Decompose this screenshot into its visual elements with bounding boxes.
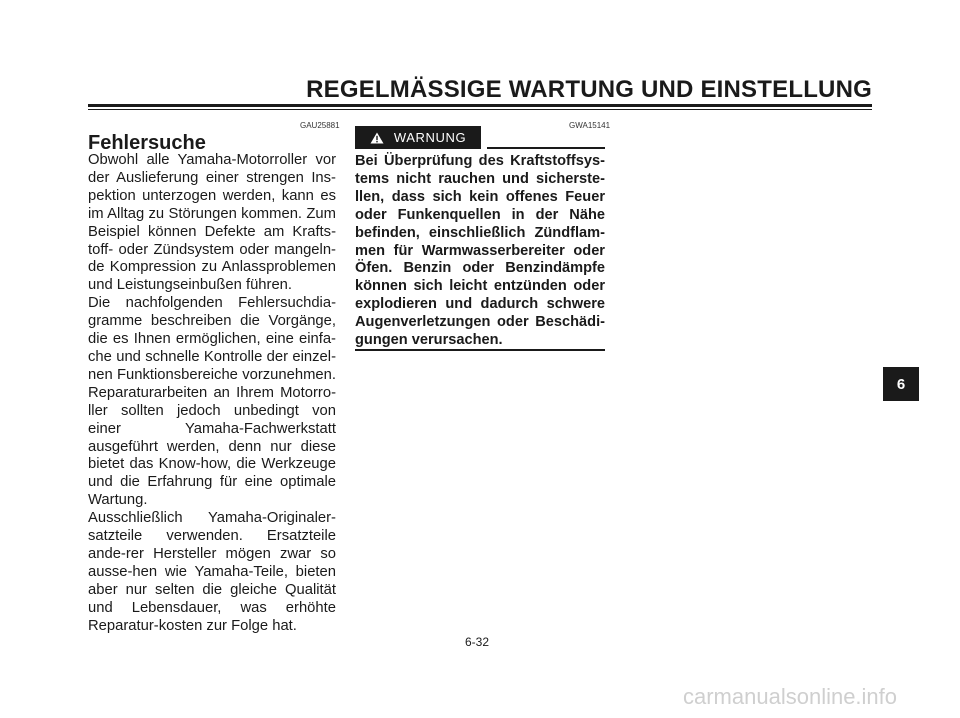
body-paragraph-1: Obwohl alle Yamaha-Motorroller vor der Auslieferung einer strengen Ins-pektion unterzogen werden, kann es im Alltag zu Störungen kommen. Zum Beispiel können Defekte am Krafts-toff- oder Zündsystem oder mangeln-de Kompression zu Anlassproblemen und Leistungseinbußen führen.: [88, 152, 336, 294]
warning-badge: [355, 126, 481, 149]
body-text: [88, 152, 336, 635]
section-reference-code: GAU25881: [300, 121, 340, 130]
header-rule-thin: [88, 109, 872, 110]
warning-reference-code: GWA15141: [569, 121, 611, 130]
watermark: carmanualsonline.info: [683, 684, 898, 709]
header-rule-thick: [88, 104, 872, 107]
chapter-tab-label: 6: [896, 375, 906, 393]
body-paragraph-3: Ausschließlich Yamaha-Originaler-satzteile verwenden. Ersatzteile ande-rer Hersteller mögen zwar so ausse-hen wie Yamaha-Teile, bieten aber nur selten die gleiche Qualität und Lebensdauer, was erhöhte Reparatur-kosten zur Folge hat.: [88, 510, 336, 634]
warning-rule-top: [487, 147, 605, 149]
page-number: 6-32: [465, 635, 490, 649]
warning-text: Bei Überprüfung des Kraftstoffsys-tems nicht rauchen und sicherste-llen, dass sich kein offenes Feuer oder Funkenquellen in der Nähe befinden, einschließlich Zündflam-men für Warmwasserbereiter oder Öfen. Benzin oder Benzindämpfe können sich leicht entzünden oder explodieren und dadurch schwere Augenverletzungen oder Beschädi-gungen verursachen.: [355, 153, 605, 349]
chapter-tab: [883, 367, 919, 401]
warning-rule-bottom: [355, 349, 605, 351]
body-paragraph-2: Die nachfolgenden Fehlersuchdia-gramme beschreiben die Vorgänge, die es Ihnen ermöglichen, eine einfa-che und schnelle Kontrolle der einzel-nen Funktionsbereiche vorzunehmen. Reparaturarbeiten an Ihrem Motorro-ller sollten jedoch unbedingt von einer Yamaha-Fachwerkstatt ausgeführt werden, denn nur diese bietet das Know-how, die Werkzeuge und die Erfahrung für eine optimale Wartung.: [88, 295, 336, 509]
warning-label: WARNUNG: [393, 130, 467, 145]
page-header-title: REGELMÄSSIGE WARTUNG UND EINSTELLUNG: [306, 76, 872, 103]
section-heading: Fehlersuche: [88, 132, 206, 154]
warning-triangle-icon: [370, 132, 384, 144]
